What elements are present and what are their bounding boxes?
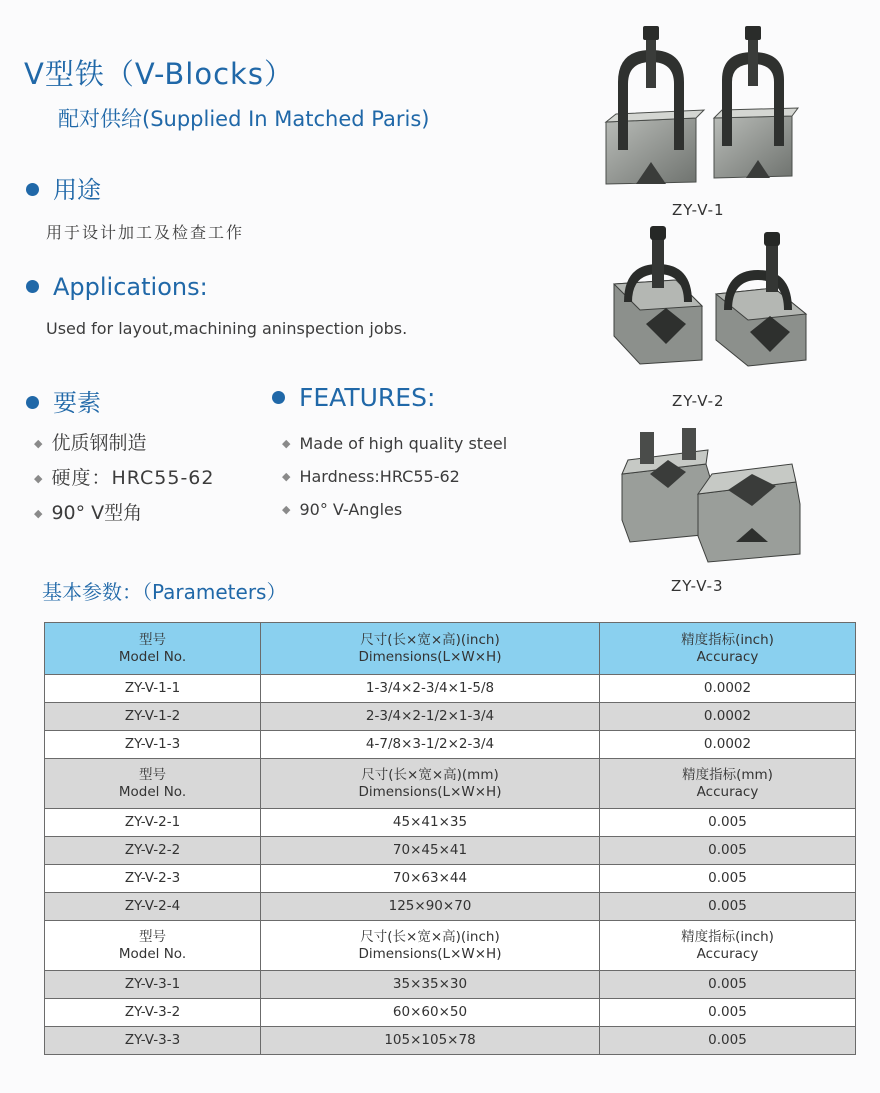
table-cell: 0.005: [600, 837, 856, 865]
applications-heading: [26, 273, 208, 301]
table-cell: 0.005: [600, 971, 856, 999]
diamond-bullet-icon: ◆: [282, 437, 291, 450]
table-cell: 1-3/4×2-3/4×1-5/8: [261, 675, 600, 703]
feature-cn-item: ◆ 优质钢制造: [34, 427, 215, 462]
header-accuracy: 精度指标(inch) Accuracy: [600, 623, 856, 675]
table-cell: 0.005: [600, 865, 856, 893]
applications-heading-text: Applications:: [53, 273, 208, 301]
table-row: [45, 1027, 856, 1055]
table-cell: ZY-V-2-3: [45, 865, 261, 893]
table-cell: 70×45×41: [261, 837, 600, 865]
table-row: [45, 837, 856, 865]
product-image-zy-v-3: [616, 424, 806, 564]
usage-heading-text: 用途: [53, 176, 101, 204]
header-accuracy: 精度指标(mm) Accuracy: [600, 759, 856, 809]
table-cell: 2-3/4×2-1/2×1-3/4: [261, 703, 600, 731]
caption-zy-v-2: ZY-V-2: [672, 392, 725, 410]
table-cell: ZY-V-1-3: [45, 731, 261, 759]
header-model: 型号 Model No.: [45, 759, 261, 809]
diamond-bullet-icon: ◆: [282, 503, 291, 516]
usage-heading: [26, 170, 101, 205]
table-row: [45, 703, 856, 731]
caption-zy-v-3: ZY-V-3: [671, 577, 724, 595]
features-en-heading: [272, 383, 435, 412]
table-cell: ZY-V-3-2: [45, 999, 261, 1027]
diamond-bullet-icon: ◆: [34, 437, 43, 450]
parameters-table: [44, 622, 856, 1055]
parameters-heading: 基本参数：（Parameters）: [42, 580, 287, 604]
header-dimensions: 尺寸(长×宽×高)(mm) Dimensions(L×W×H): [261, 759, 600, 809]
bullet-dot-icon: [272, 391, 285, 404]
table-row: [45, 971, 856, 999]
usage-text: 用于设计加工及检查工作: [46, 223, 245, 242]
table-cell: 0.005: [600, 893, 856, 921]
diamond-bullet-icon: ◆: [34, 472, 43, 485]
applications-text: Used for layout,machining aninspection jobs.: [46, 319, 408, 338]
bullet-dot-icon: [26, 183, 39, 196]
table-cell: 4-7/8×3-1/2×2-3/4: [261, 731, 600, 759]
table-header-row: [45, 759, 856, 809]
bullet-dot-icon: [26, 396, 39, 409]
diamond-bullet-icon: ◆: [282, 470, 291, 483]
page-title: V型铁（V-Blocks）: [24, 57, 294, 91]
table-row: [45, 731, 856, 759]
table-cell: 0.005: [600, 1027, 856, 1055]
page-subtitle: 配对供给(Supplied In Matched Paris): [58, 107, 430, 131]
table-cell: ZY-V-2-1: [45, 809, 261, 837]
table-cell: ZY-V-2-4: [45, 893, 261, 921]
features-cn-heading: [26, 383, 101, 418]
table-row: [45, 865, 856, 893]
header-model: 型号 Model No.: [45, 623, 261, 675]
header-dimensions: 尺寸(长×宽×高)(inch) Dimensions(L×W×H): [261, 623, 600, 675]
feature-en-item: ◆ 90° V-Angles: [282, 494, 507, 527]
table-cell: 105×105×78: [261, 1027, 600, 1055]
header-model: 型号 Model No.: [45, 921, 261, 971]
table-cell: ZY-V-2-2: [45, 837, 261, 865]
caption-zy-v-1: ZY-V-1: [672, 201, 725, 219]
feature-en-item: ◆ Hardness:HRC55-62: [282, 461, 507, 494]
product-image-zy-v-1: [596, 22, 806, 192]
table-row: [45, 675, 856, 703]
table-cell: 125×90×70: [261, 893, 600, 921]
feature-cn-item: ◆ 硬度：HRC55-62: [34, 462, 215, 497]
features-cn-heading-text: 要素: [53, 389, 101, 417]
features-en-heading-text: FEATURES:: [299, 383, 436, 412]
table-cell: 70×63×44: [261, 865, 600, 893]
product-image-zy-v-2: [606, 224, 816, 374]
table-row: [45, 999, 856, 1027]
table-cell: ZY-V-3-3: [45, 1027, 261, 1055]
table-cell: ZY-V-1-2: [45, 703, 261, 731]
diamond-bullet-icon: ◆: [34, 507, 43, 520]
features-en-list: [282, 428, 507, 527]
table-cell: 35×35×30: [261, 971, 600, 999]
table-cell: 0.005: [600, 809, 856, 837]
table-cell: 0.0002: [600, 675, 856, 703]
table-row: [45, 893, 856, 921]
table-cell: ZY-V-3-1: [45, 971, 261, 999]
feature-en-item: ◆ Made of high quality steel: [282, 428, 507, 461]
header-accuracy: 精度指标(inch) Accuracy: [600, 921, 856, 971]
table-row: [45, 809, 856, 837]
table-cell: ZY-V-1-1: [45, 675, 261, 703]
table-header-row: [45, 921, 856, 971]
feature-cn-item: ◆ 90° V型角: [34, 497, 215, 532]
table-cell: 0.0002: [600, 731, 856, 759]
features-cn-list: [34, 427, 215, 532]
table-cell: 45×41×35: [261, 809, 600, 837]
table-cell: 60×60×50: [261, 999, 600, 1027]
table-cell: 0.005: [600, 999, 856, 1027]
header-dimensions: 尺寸(长×宽×高)(inch) Dimensions(L×W×H): [261, 921, 600, 971]
bullet-dot-icon: [26, 280, 39, 293]
table-cell: 0.0002: [600, 703, 856, 731]
table-header-row: [45, 623, 856, 675]
